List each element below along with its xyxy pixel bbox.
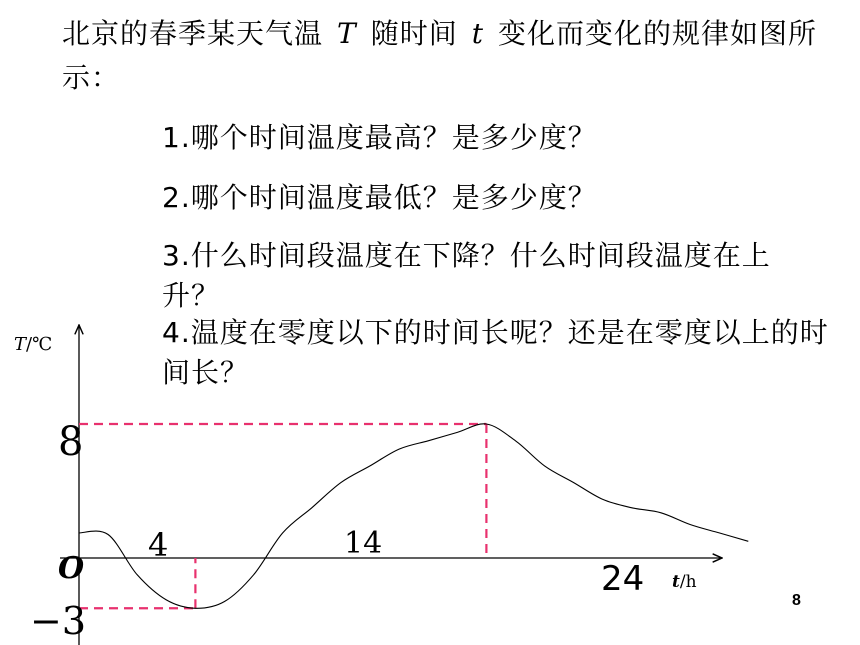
x-axis-label-unit: /h xyxy=(679,572,697,592)
origin-label: O xyxy=(58,551,85,586)
intro-part2: 随时间 xyxy=(370,17,458,50)
page-number: 8 xyxy=(792,592,801,609)
y-axis-label xyxy=(14,334,52,355)
intro-part1: 北京的春季某天气温 xyxy=(62,17,324,50)
y-axis-label-var: T xyxy=(14,334,27,355)
x-tick-24: 24 xyxy=(601,559,645,599)
y-tick-minus-3: −3 xyxy=(30,599,87,643)
question-1: 1.哪个时间温度最高？是多少度？ xyxy=(162,121,597,154)
guide-lines xyxy=(79,424,486,608)
question-2: 2.哪个时间温度最低？是多少度？ xyxy=(162,181,597,214)
x-tick-4: 4 xyxy=(148,526,169,564)
x-tick-14: 14 xyxy=(344,526,383,561)
temperature-curve xyxy=(79,424,748,609)
intro-var-t: t xyxy=(471,17,484,50)
question-3: 3.什么时间段温度在下降？什么时间段温度在上升？ xyxy=(162,239,771,312)
y-tick-8: 8 xyxy=(58,419,84,465)
y-axis-label-unit: /℃ xyxy=(26,334,53,355)
intro-part3: 变化而变化的规律如图所示： xyxy=(62,17,817,94)
question-4: 4.温度在零度以下的时间长呢？还是在零度以上的时间长？ xyxy=(162,316,829,389)
x-axis-label xyxy=(672,572,697,592)
intro-var-T: T xyxy=(337,17,357,50)
x-axis-label-var: t xyxy=(672,572,680,592)
